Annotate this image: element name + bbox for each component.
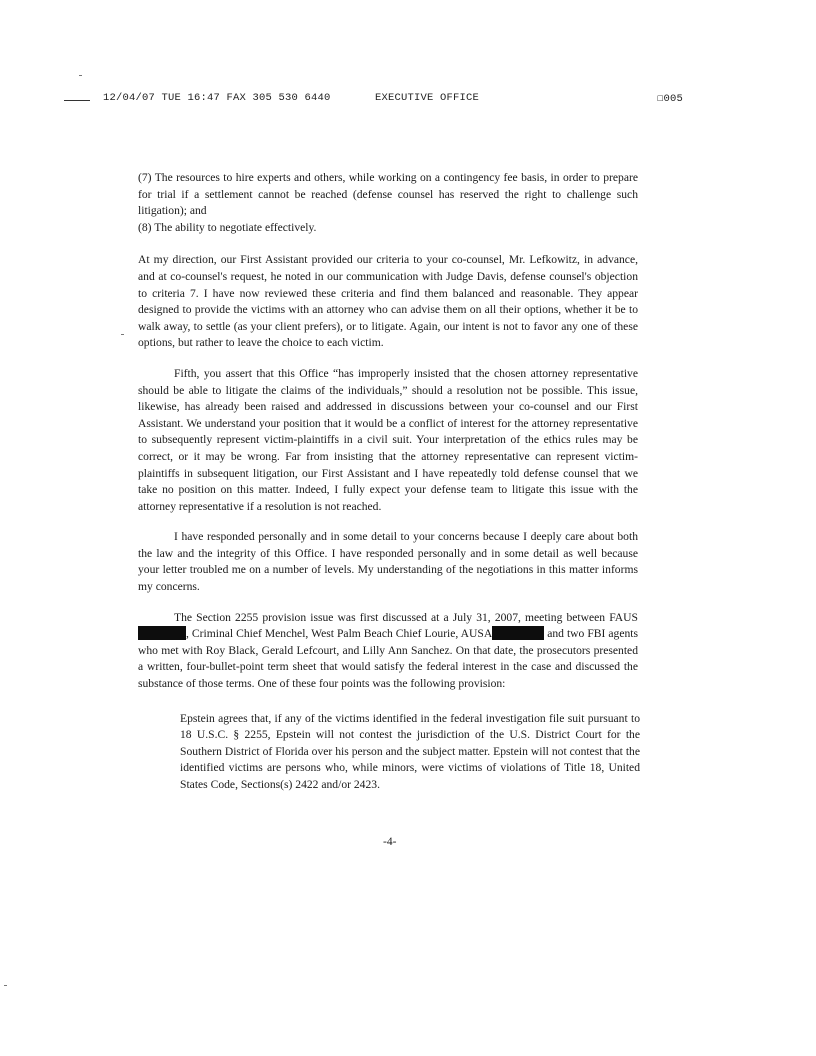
letter-body [138,170,638,794]
paragraph-text: The Section 2255 provision issue was first discussed at a July 31, 2007, meeting between FAUS [174,610,638,624]
scan-speck [79,75,82,76]
fax-transmission-line: 12/04/07 TUE 16:47 FAX 305 530 6440 [103,92,331,104]
header-rule [64,100,90,101]
fax-page-stamp: ☐005 [657,93,684,105]
criteria-list [138,170,638,236]
scan-speck [4,985,7,986]
criteria-item: (7) The resources to hire experts and others, while working on a contingency fee basis, in order to prepare for trial if a settlement cannot be reached (defense counsel has reserved the right to challenge such litigation); and [138,171,638,218]
page-number: -4- [383,836,397,848]
paragraph-fifth-assertion: Fifth, you assert that this Office “has improperly insisted that the chosen attorney representative should be able to litigate the claims of the individuals,” should a resolution not be possible. This issue, likewise, has already been raised and addressed in discussions between your co-counsel and our First Assistant. We understand your position that it would be a conflict of interest for the attorney representative to subsequently represent victim-plaintiffs in a civil suit. Your interpretation of the ethics rules may be correct, or it may be wrong. Far from insisting that the attorney representative can represent victim-plaintiffs in subsequent litigation, our First Assistant and I have repeatedly told defense counsel that we take no position on this matter. Indeed, I fully expect your defense team to litigate this issue with the attorney representative if a resolution is not reached. [138,366,638,513]
paragraph-section-2255 [138,610,638,693]
fax-office-label: EXECUTIVE OFFICE [375,92,480,104]
paragraph-text: , Criminal Chief Menchel, West Palm Beach Chief Lourie, AUSA [186,627,493,641]
paragraph-personal-response: I have responded personally and in some detail to your concerns because I deeply care about both the law and the integrity of this Office. I have responded personally and in some detail as well because your letter troubled me on a number of levels. My understanding of the negotiations in this matter informs my concerns. [138,530,638,594]
paragraph-criteria-review: At my direction, our First Assistant provided our criteria to your co-counsel, Mr. Lefkowitz, in advance, and at co-counsel's request, he noted in our communication with Judge Davis, defense counsel's objection to criteria 7. I have now reviewed these criteria and find them balanced and reasonable. They appear designed to provide the victims with an attorney who can advise them on all their options, whether it be to walk away, to settle (as your client prefers), or to litigate. Again, our intent is not to favor any one of these options, but rather to leave the choice to each victim. [138,253,638,350]
quoted-provision: Epstein agrees that, if any of the victims identified in the federal investigation file suit pursuant to 18 U.S.C. § 2255, Epstein will not contest the jurisdiction of the U.S. District Court for the Southern District of Florida over his person and the subject matter. Epstein will not contest that the identified victims are persons who, while minors, were victims of violations of Title 18, United States Code, Sections(s) 2422 and/or 2423. [180,711,640,791]
redaction-block [138,626,186,640]
redaction-block [492,626,544,640]
criteria-item: (8) The ability to negotiate effectively. [138,220,317,234]
scan-speck [121,334,124,335]
fax-header [0,92,816,108]
paragraph-text: and two FBI agents who met with Roy Black, Gerald Lefcourt, and Lilly Ann Sanchez. On that date, the prosecutors presented a written, four-bullet-point term sheet that would satisfy the federal interest in the case and discussed the substance of those terms. One of these four points was the following provision: [138,627,638,691]
